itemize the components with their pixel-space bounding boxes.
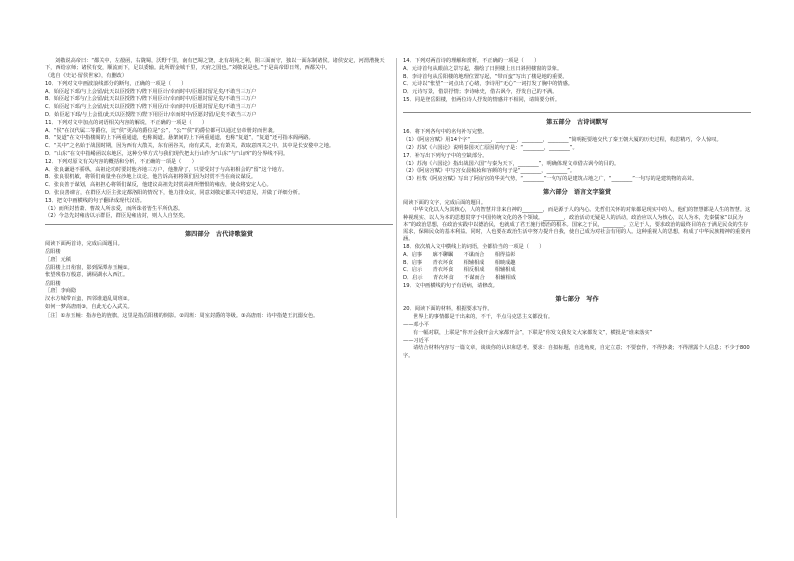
- q16-item-2: （2）苏轼《六国论》说明秦国灭亡原因的句子是：“________，________”。: [403, 144, 578, 151]
- q18-option-a: A．启事 廓不聊瞩 不谋而合 相得益彰: [403, 251, 516, 258]
- q20-stem: 20．阅读下面的材料，根据要求写作。: [403, 306, 493, 313]
- poem1-author: ［唐］元稹: [45, 256, 71, 263]
- q13-item-2: （2）今急先封雍齿以示群臣，群臣见雍齿封，则人人自坚矣。: [45, 213, 189, 220]
- writing-requirement: 请结合材料内容写一篇文章，谈谈你的认识和思考。要求：自拟标题，自选角度，自定立意；不要套作，不得抄袭；不得泄露个人信息；不少于800字。: [403, 345, 750, 359]
- q10-option-a: A．始臣起下邳/与上会留/此天以臣授陛下/陛下用臣计/幸而时中/臣愿封留足矣/不敢当三万户: [45, 88, 257, 95]
- section6-intro: 阅读下面的文字，完成后面的题目。: [403, 199, 487, 206]
- section4-intro: 阅读下面两首诗，完成后面题目。: [45, 240, 123, 247]
- q14-stem: 14．下列对两首诗的理解和赏析，不正确的一项是（ ）: [403, 58, 540, 64]
- quote1: 世界上的事情都是干出来的，不干，半点马克思主义都没有。: [413, 314, 554, 321]
- poem2-title: 岳阳楼: [45, 280, 61, 287]
- q12-option-a: A．张良谦逊不骄纵，高祖论功时要封他齐地三万户，他推辞了，只要受封于与高祖相会的“留”这个地方。: [45, 166, 288, 173]
- quote1-source: ——邓小平: [403, 321, 429, 328]
- q16-stem: 16．将下列各句中的名句补写完整。: [403, 129, 488, 136]
- q17-item-1: （1）苏洵《六国论》指出战国六国“与秦为天下，________”，明确体现文章借古讽今的目的。: [403, 160, 620, 167]
- q12-stem: 12．下列对原文有关内容的概括和分析，不正确的一项是（ ）: [45, 158, 197, 165]
- section6-title: 第六部分 语言文字鉴赏: [542, 189, 612, 197]
- passage-paragraph: 刘敬说高帝曰：“都关中，左殽函，右陇蜀，沃野千里，南有巴蜀之饶，北有胡苑之利，阻三面而守，独以一面东制诸侯。诸侯安定，河渭漕挽天下，西给京师；诸侯有变，顺流而下，足以委输。此所谓金城千里，天府之国也。”刘敬说是也。”于是高帝即日驾，西都关中。: [45, 58, 385, 72]
- answer-line: [403, 112, 751, 113]
- q17-stem: 17．补写出下列句子中的空缺部分。: [403, 152, 488, 159]
- poem1-line: 怅望残春万般意，满棂湖水入西江。: [45, 272, 129, 279]
- q18-stem: 18．依次填入文中横线上的词语，全都恰当的一项是（ ）: [403, 243, 545, 250]
- left-column: [45, 58, 393, 321]
- right-column: [403, 58, 751, 360]
- q16-item-1: （1）《阿房宫赋》用14个字“________，________，________，________”简明扼要地交代了秦王朝大厦的历史过程，构思精巧，令人惊叹。: [403, 137, 722, 144]
- q11-option-a: A．“侯”在汉代属二等爵位，比“侯”更高的爵位是“公”，“公”“侯”的爵位都可以通过皇帝册封而世袭。: [45, 127, 278, 134]
- q15-stem: 15．同是登岳阳楼，但两位诗人抒发的情感并不相同，请简要分析。: [403, 96, 561, 103]
- q19-stem: 19．文中画横线的句子有语病，请修改。: [403, 282, 498, 289]
- q12-option-d: D．张良善谏言，在群臣大臣主张定都洛阳的情况下，他力排众议，同意刘敬定都关中的意见，并做了详细分析。: [45, 189, 304, 196]
- q18-option-c: C．启示 青衣坏食 相反相成 相辅相成: [403, 267, 516, 274]
- q14-option-a: A．元诗首句从眼前之景写起，描绘了日照楼上且日斜照楼窗的景象。: [403, 65, 563, 72]
- q18-option-d: D．启示 青衣坏食 不谋而合 相辅相成: [403, 275, 516, 282]
- section4-title: 第四部分 古代诗歌鉴赏: [184, 230, 254, 238]
- passage-source: （选自《史记·留侯世家》，有删改）: [45, 73, 128, 79]
- q14-option-c: C．元诗以“怅望”一词点出了心绪，李诗用“无心”一词打发了胸中的情感。: [403, 81, 573, 88]
- q14-option-d: D．元诗写景，借景抒情；李诗咏史，借古讽今，抒发自己的不满。: [403, 89, 558, 96]
- poem2-line: 如何一梦高唐雨③，自此无心入武关。: [45, 303, 133, 310]
- poem2-author: ［唐］李商隐: [45, 288, 77, 295]
- q18-option-b: B．启事 青衣坏食 相辅相成 相映成趣: [403, 259, 516, 266]
- quote2-source: ——习近平: [403, 337, 429, 344]
- poem1-line: 岳阳楼上日衔窗，影到深潭赤玉幢①。: [45, 264, 133, 271]
- q17-item-2: （2）《阿房宫赋》中写宫女晨梳妆和容颜的句子是“________，________”。: [403, 168, 576, 175]
- q12-option-b: B．张良很机敏，将领们商量坐在沙地上议论，他告诉高祖将领们因为封赏不当在商议谋反。: [45, 174, 257, 181]
- q13-item-1: （1）而所封皆萧、曹故人所亲爱，而所诛者皆生平所仇怨。: [45, 205, 184, 212]
- section5-title: 第五部分 古诗词默写: [546, 119, 608, 127]
- q11-stem: 11．下列对文中加点的词语相关内容的解说，不正确的一项是（ ）: [45, 119, 208, 126]
- q14-option-b: B．李诗首句从岳阳楼的地理位置写起，“带百蛮”写出了楼是地的重要。: [403, 73, 568, 80]
- poem-note: ［注］①赤玉幢：指赤色的旌旗，这里是指岳阳楼的倒影。②周班：周室封爵的等级。③高唐雨：诗中指楚王沉溺女色。: [45, 313, 319, 320]
- q10-option-b: B．始臣起下邳与/上会留/此天以臣授陛下/陛下用臣计/幸而时中/臣愿封留足矣/不敢当三万户: [45, 96, 257, 103]
- q17-item-3: （3）杜牧《阿房宫赋》写出了阿房宫的华美气势，“________”一句写的是建筑占地之广，“________”一句写的是建筑物的高耸。: [403, 176, 698, 183]
- q10-option-c: C．始臣起下邳/与上会留/此天以臣授陛下/陛下用臣/计幸而时中/臣愿封留足矣/不敢当三万户: [45, 104, 257, 111]
- q12-option-c: C．张良善于谋划，高祖担心将领们谋反，他建议高祖先封赏高祖所憎恨的雍齿，使众将安定人心。: [45, 182, 272, 189]
- poem1-title: 岳阳楼: [45, 248, 61, 255]
- q11-option-d: D．“山东”在文中指崤函以东地区，这种分界方式与我们现代把太行山作为“山东”与“山西”的分界线不同。: [45, 150, 289, 157]
- column-divider: [396, 58, 397, 518]
- q13-stem: 13．把文中画横线的句子翻译成现代汉语。: [45, 197, 145, 204]
- poem2-line: 汉水方城带百蛮，四邻谁道乱周班②。: [45, 296, 133, 303]
- q11-option-c: C．“关中”之名始于战国时期，因为西有大散关，东有函谷关，南有武关，北有萧关，故取意四关之中，其中是长安婺中之地。: [45, 143, 335, 150]
- q10-option-d: D．始臣起下邳/与上会留/此天以臣授陛下/陛下用臣计/幸而时中/臣愿封留/足矣不敢当三万户: [45, 111, 257, 118]
- q10-stem: 10．下列对文中画波浪线部分的断句，正确的一项是（ ）: [45, 80, 187, 87]
- section6-passage: 中华文化以人为其核心，人的智慧并非来自神的________，而是源于人的内心。先哲们关怀的对象都是现实中的人，他们的智慧都是人生的智慧。这种视现实、以人为本的思想贯穿于中国传统文化的各个领域。________，政治活动无疑是人的活动，政治应以人为核心，以人为本，先秦儒家“以民为本”的政治思想，在政治实践中以德治民，也就成了君王施行德治的根本。国家之于民，________。立足于人，要求政治的最终目的在于满足民众的生存需求，保障民众的基本利益。同时，人也要在政治生活中努力提升自我，使自己成为对社会有用的人。这种重视人的思想，构成了中华民族精神的重要内涵。: [403, 207, 751, 243]
- section-divider: [45, 224, 393, 225]
- section7-title: 第七部分 写作: [555, 296, 599, 304]
- quote2: 有一幅对联，上联是“你开会我开会大家都开会”，下联是“你发文我发文大家都发文”，横批是“谁来落实”: [413, 329, 653, 336]
- q11-option-b: B．“复道”在文中指楼阁的上下两重通道，也称阁道。悬架间的上下两重通道，也称“复道”，“复道”还可指本阁两路。: [45, 135, 314, 142]
